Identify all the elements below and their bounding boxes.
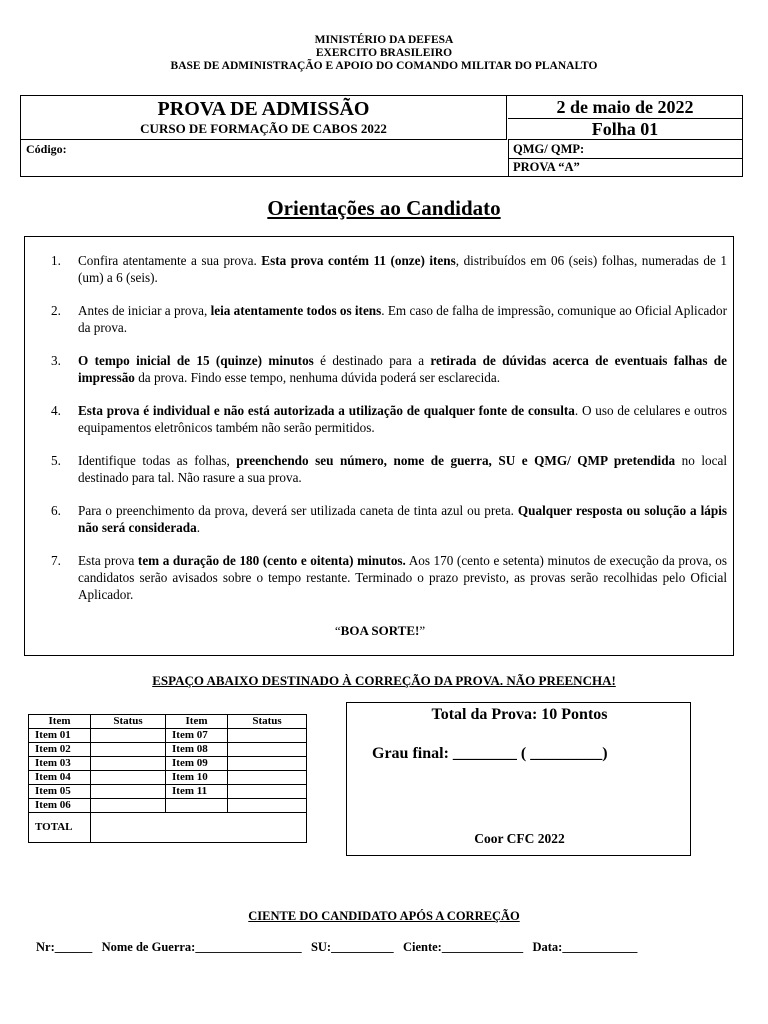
instruction-bold-text: Esta prova é individual e não está autorizada a utilização de qualquer fonte de consulta xyxy=(78,403,575,418)
institution-header xyxy=(0,34,768,73)
sheet-number: Folha 01 xyxy=(508,119,742,140)
instruction-text xyxy=(78,252,727,286)
items-table-body xyxy=(29,729,307,843)
base-line: BASE DE ADMINISTRAÇÃO E APOIO DO COMANDO MILITAR DO PLANALTO xyxy=(170,60,598,72)
instruction-bold-text: retirada de dúvidas acerca de eventuais falhas de impressão xyxy=(78,353,727,385)
item-cell: Item 05 xyxy=(29,785,91,799)
table-row xyxy=(29,743,307,757)
item-cell: Item 01 xyxy=(29,729,91,743)
instruction-item xyxy=(51,502,727,536)
instruction-item xyxy=(51,352,727,386)
instruction-plain-text: é destinado para a xyxy=(313,353,431,368)
instruction-plain-text: Aos 170 (cento e setenta) minutos de execução da prova, os candidatos serão avisados sobre o tempo restante. Terminado o prazo previsto, as provas serão recolhidas pelo Oficial Aplicador. xyxy=(78,553,727,602)
item-cell: Item 10 xyxy=(166,771,228,785)
code-field[interactable]: Código: xyxy=(26,142,67,156)
total-score-title: Total da Prova: 10 Pontos xyxy=(431,706,608,723)
instruction-plain-text: . O uso de celulares e outros equipamentos eletrônicos também não serão permitidos. xyxy=(78,403,727,435)
instruction-plain-text: Confira atentamente a sua prova. xyxy=(78,253,262,268)
status-cell[interactable] xyxy=(91,771,166,785)
army-line: EXERCITO BRASILEIRO xyxy=(315,47,453,59)
correction-notice: ESPAÇO ABAIXO DESTINADO À CORREÇÃO DA PROVA. NÃO PREENCHA! xyxy=(152,673,616,688)
total-value-cell[interactable] xyxy=(91,813,307,843)
instruction-plain-text: no local destinado para tal. Não rasure a sua prova. xyxy=(78,453,727,485)
quote-open: “ xyxy=(334,623,341,638)
instructions-box xyxy=(24,236,734,656)
status-cell[interactable] xyxy=(228,743,307,757)
status-cell[interactable] xyxy=(91,743,166,757)
instruction-plain-text: , distribuídos em 06 (seis) folhas, numeradas de 1 (um) a 6 (seis). xyxy=(78,253,727,285)
exam-header-box xyxy=(20,95,743,177)
total-score-box xyxy=(346,702,691,856)
table-row xyxy=(29,729,307,743)
status-cell[interactable] xyxy=(91,757,166,771)
instruction-item xyxy=(51,552,727,603)
status-cell[interactable] xyxy=(228,799,307,813)
instruction-number: 7. xyxy=(51,553,61,568)
table-row xyxy=(29,771,307,785)
status-cell[interactable] xyxy=(228,729,307,743)
course-name: CURSO DE FORMAÇÃO DE CABOS 2022 xyxy=(140,121,387,136)
instruction-text xyxy=(78,302,727,336)
qmg-qmp-field[interactable]: QMG/ QMP: xyxy=(508,140,742,159)
status-cell[interactable] xyxy=(91,785,166,799)
instruction-bold-text: Qualquer resposta ou solução a lápis não será considerada xyxy=(78,503,727,535)
instruction-bold-text: preenchendo seu número, nome de guerra, SU e QMG/ QMP pretendida xyxy=(236,453,676,468)
instruction-text xyxy=(78,502,727,536)
item-cell: Item 06 xyxy=(29,799,91,813)
acknowledgement-title: CIENTE DO CANDIDATO APÓS A CORREÇÃO xyxy=(248,909,520,923)
orientations-title: Orientações ao Candidato xyxy=(267,196,501,220)
instruction-bold-text: O tempo inicial de 15 (quinze) minutos xyxy=(78,353,314,368)
instruction-number: 5. xyxy=(51,453,61,468)
item-cell xyxy=(166,799,228,813)
good-luck-text: BOA SORTE! xyxy=(340,623,420,638)
items-status-table xyxy=(28,714,307,843)
status-cell[interactable] xyxy=(228,757,307,771)
instruction-number: 6. xyxy=(51,503,61,518)
instruction-text xyxy=(78,352,727,386)
instruction-plain-text: . xyxy=(196,520,200,535)
table-header-status: Status xyxy=(228,715,307,729)
table-row xyxy=(29,785,307,799)
instruction-plain-text: Para o preenchimento da prova, deverá ser utilizada caneta de tinta azul ou preta. xyxy=(78,503,518,518)
status-cell[interactable] xyxy=(91,799,166,813)
total-row xyxy=(29,813,307,843)
item-cell: Item 08 xyxy=(166,743,228,757)
instruction-number: 2. xyxy=(51,303,61,318)
instruction-plain-text: . Em caso de falha de impressão, comunique ao Oficial Aplicador da prova. xyxy=(78,303,727,335)
instruction-text xyxy=(78,452,727,486)
instruction-bold-text: tem a duração de 180 (cento e oitenta) minutos. xyxy=(137,553,406,568)
instruction-text xyxy=(78,402,727,436)
instruction-number: 3. xyxy=(51,353,61,368)
item-cell: Item 07 xyxy=(166,729,228,743)
exam-title: PROVA DE ADMISSÃO xyxy=(157,98,370,120)
instruction-text xyxy=(78,552,727,603)
instruction-plain-text: Esta prova xyxy=(78,553,138,568)
item-cell: Item 09 xyxy=(166,757,228,771)
instruction-item xyxy=(51,302,727,336)
instruction-item xyxy=(51,402,727,436)
table-header-item: Item xyxy=(166,715,228,729)
coordinator-label: Coor CFC 2022 xyxy=(474,831,565,846)
table-row xyxy=(29,799,307,813)
item-cell: Item 02 xyxy=(29,743,91,757)
instruction-plain-text: da prova. Findo esse tempo, nenhuma dúvida poderá ser esclarecida. xyxy=(134,370,501,385)
status-cell[interactable] xyxy=(91,729,166,743)
instruction-number: 1. xyxy=(51,253,61,268)
item-cell: Item 04 xyxy=(29,771,91,785)
instruction-plain-text: Identifique todas as folhas, xyxy=(78,453,237,468)
instruction-item xyxy=(51,452,727,486)
final-grade-line: Grau final: ________ ( _________) xyxy=(372,745,608,762)
ministry-line: MINISTÉRIO DA DEFESA xyxy=(314,34,454,46)
acknowledgement-fields[interactable]: Nr:______ Nome de Guerra:_________________ SU:__________ Ciente:_____________ Data:____________ xyxy=(36,940,638,954)
exam-version: PROVA “A” xyxy=(508,159,742,176)
item-cell: Item 11 xyxy=(166,785,228,799)
table-header-row xyxy=(29,715,307,729)
quote-close: ” xyxy=(419,623,426,638)
status-cell[interactable] xyxy=(228,785,307,799)
table-header-item: Item xyxy=(29,715,91,729)
status-cell[interactable] xyxy=(228,771,307,785)
table-header-status: Status xyxy=(91,715,166,729)
instruction-item xyxy=(51,252,727,286)
instruction-number: 4. xyxy=(51,403,61,418)
good-luck-message xyxy=(25,623,735,639)
exam-date: 2 de maio de 2022 xyxy=(508,96,742,119)
exam-title-cell xyxy=(21,96,507,140)
item-cell: Item 03 xyxy=(29,757,91,771)
instruction-plain-text: Antes de iniciar a prova, xyxy=(78,303,211,318)
instruction-bold-text: leia atentamente todos os itens xyxy=(210,303,382,318)
instructions-list xyxy=(51,252,727,619)
table-row xyxy=(29,757,307,771)
instruction-bold-text: Esta prova contém 11 (onze) itens xyxy=(261,253,456,268)
total-label: TOTAL xyxy=(29,813,91,843)
